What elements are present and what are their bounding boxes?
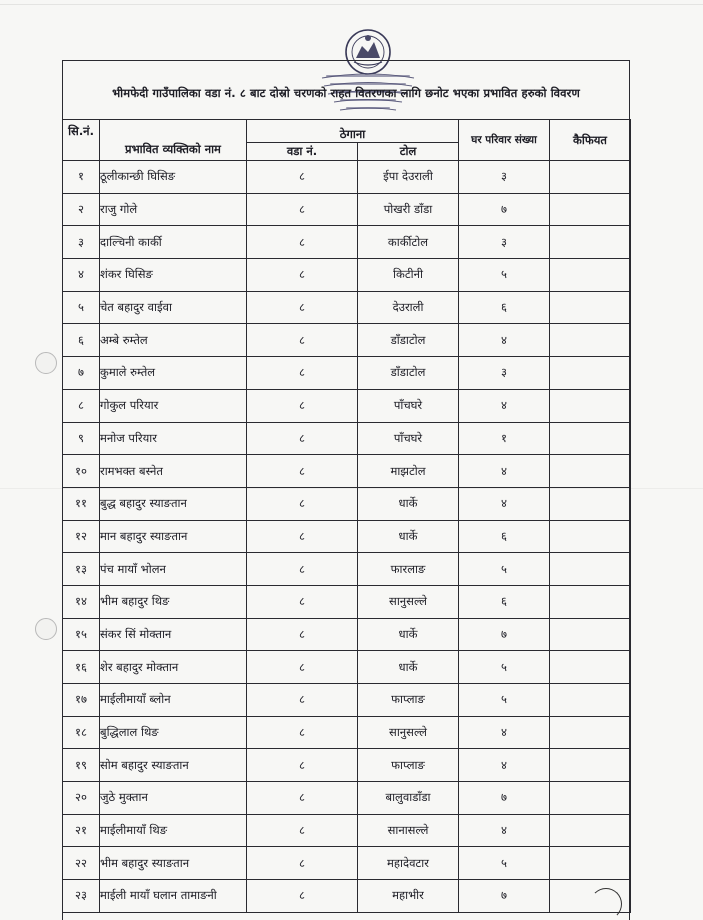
tole-cell: पाँचघरे xyxy=(358,389,459,422)
tole-cell: देउराली xyxy=(358,291,459,324)
document-title: भीमफेदी गाउँपालिका वडा नं. ८ बाट दोस्रो चरणको राहत वितरणका लागि छनोट भएका प्रभावित हरुको विवरण xyxy=(112,86,580,100)
households-cell: ६ xyxy=(459,520,550,553)
households-cell: ५ xyxy=(459,847,550,880)
col-ward: वडा नं. xyxy=(247,143,358,161)
table-row xyxy=(63,585,631,618)
table-row xyxy=(63,226,631,259)
households-cell: ४ xyxy=(459,487,550,520)
ward-cell: ८ xyxy=(247,716,358,749)
remarks-cell xyxy=(550,324,631,357)
table-row xyxy=(63,455,631,488)
ward-cell: ८ xyxy=(247,880,358,913)
scan-line xyxy=(0,4,703,5)
col-remarks: कैफियत xyxy=(550,120,631,161)
table-row xyxy=(63,749,631,782)
serial-cell: १९ xyxy=(63,749,100,782)
name-cell: संकर सिं मोक्तान xyxy=(100,618,247,651)
name-cell: दाल्चिनी कार्की xyxy=(100,226,247,259)
ward-cell: ८ xyxy=(247,259,358,292)
remarks-cell xyxy=(550,226,631,259)
remarks-cell xyxy=(550,847,631,880)
serial-cell: ७ xyxy=(63,357,100,390)
households-cell: १ xyxy=(459,422,550,455)
tole-cell: डाँडाटोल xyxy=(358,324,459,357)
table-row xyxy=(63,651,631,684)
name-cell: गोकुल परियार xyxy=(100,389,247,422)
serial-cell: १५ xyxy=(63,618,100,651)
name-cell: रामभक्त बस्नेत xyxy=(100,455,247,488)
table-row xyxy=(63,618,631,651)
name-cell: भीम बहादुर स्याङतान xyxy=(100,847,247,880)
table-row xyxy=(63,520,631,553)
col-serial: सि.नं. xyxy=(63,120,100,161)
tole-cell: पाँचघरे xyxy=(358,422,459,455)
punch-hole xyxy=(35,618,57,640)
ward-cell: ८ xyxy=(247,684,358,717)
ward-cell: ८ xyxy=(247,749,358,782)
name-cell: मनोज परियार xyxy=(100,422,247,455)
remarks-cell xyxy=(550,193,631,226)
remarks-cell xyxy=(550,749,631,782)
name-cell: सोम बहादुर स्याङतान xyxy=(100,749,247,782)
pen-mark xyxy=(590,888,622,920)
name-cell: अम्बे रुम्तेल xyxy=(100,324,247,357)
remarks-cell xyxy=(550,814,631,847)
table-row xyxy=(63,487,631,520)
households-cell: ३ xyxy=(459,357,550,390)
tole-cell: कार्कीटोल xyxy=(358,226,459,259)
households-cell: ३ xyxy=(459,161,550,194)
households-cell: ७ xyxy=(459,880,550,913)
serial-cell: ५ xyxy=(63,291,100,324)
table-row xyxy=(63,357,631,390)
remarks-cell xyxy=(550,487,631,520)
tole-cell: धार्के xyxy=(358,487,459,520)
ward-cell: ८ xyxy=(247,585,358,618)
serial-cell: १० xyxy=(63,455,100,488)
households-cell: ५ xyxy=(459,684,550,717)
tole-cell: फारलाङ xyxy=(358,553,459,586)
households-cell: ५ xyxy=(459,553,550,586)
tole-cell: सानुसल्ले xyxy=(358,716,459,749)
households-cell: ७ xyxy=(459,782,550,815)
serial-cell: २१ xyxy=(63,814,100,847)
name-cell: कुमाले रुम्तेल xyxy=(100,357,247,390)
remarks-cell xyxy=(550,585,631,618)
table-row xyxy=(63,422,631,455)
tole-cell: पोखरी डाँडा xyxy=(358,193,459,226)
serial-cell: ६ xyxy=(63,324,100,357)
tole-cell: धार्के xyxy=(358,520,459,553)
serial-cell: १४ xyxy=(63,585,100,618)
name-cell: ठूलीकान्छी घिसिङ xyxy=(100,161,247,194)
affected-households-table xyxy=(62,119,631,913)
households-cell: ६ xyxy=(459,585,550,618)
remarks-cell xyxy=(550,259,631,292)
ward-cell: ८ xyxy=(247,161,358,194)
tole-cell: बालुवाडाँडा xyxy=(358,782,459,815)
name-cell: बुद्धिलाल थिङ xyxy=(100,716,247,749)
name-cell: माईली मायाँ घलान तामाङनी xyxy=(100,880,247,913)
table-row xyxy=(63,259,631,292)
tole-cell: महाभीर xyxy=(358,880,459,913)
table-row xyxy=(63,880,631,913)
serial-cell: ४ xyxy=(63,259,100,292)
households-cell: ४ xyxy=(459,814,550,847)
name-cell: पंच मायाँ भोलन xyxy=(100,553,247,586)
serial-cell: २ xyxy=(63,193,100,226)
table-row xyxy=(63,814,631,847)
name-cell: शंकर घिसिङ xyxy=(100,259,247,292)
tole-cell: सानुसल्ले xyxy=(358,585,459,618)
name-cell: राजु गोले xyxy=(100,193,247,226)
serial-cell: ३ xyxy=(63,226,100,259)
remarks-cell xyxy=(550,161,631,194)
tole-cell: ईपा देउराली xyxy=(358,161,459,194)
tole-cell: सानासल्ले xyxy=(358,814,459,847)
tole-cell: डाँडाटोल xyxy=(358,357,459,390)
table-row xyxy=(63,684,631,717)
ward-cell: ८ xyxy=(247,389,358,422)
serial-cell: ११ xyxy=(63,487,100,520)
households-cell: ६ xyxy=(459,291,550,324)
ward-cell: ८ xyxy=(247,782,358,815)
ward-cell: ८ xyxy=(247,651,358,684)
households-cell: ४ xyxy=(459,455,550,488)
name-cell: चेत बहादुर वाईवा xyxy=(100,291,247,324)
col-address: ठेगाना xyxy=(247,120,459,143)
ward-cell: ८ xyxy=(247,553,358,586)
ward-cell: ८ xyxy=(247,226,358,259)
ward-cell: ८ xyxy=(247,520,358,553)
households-cell: ४ xyxy=(459,389,550,422)
ward-cell: ८ xyxy=(247,455,358,488)
ward-cell: ८ xyxy=(247,291,358,324)
remarks-cell xyxy=(550,553,631,586)
households-cell: ३ xyxy=(459,226,550,259)
ward-cell: ८ xyxy=(247,814,358,847)
tole-cell: फाप्लाङ xyxy=(358,684,459,717)
serial-cell: १८ xyxy=(63,716,100,749)
remarks-cell xyxy=(550,357,631,390)
col-households: घर परिवार संख्या xyxy=(459,120,550,161)
tole-cell: माझटोल xyxy=(358,455,459,488)
households-cell: ७ xyxy=(459,618,550,651)
serial-cell: १ xyxy=(63,161,100,194)
remarks-cell xyxy=(550,422,631,455)
col-tole: टोल xyxy=(358,143,459,161)
ward-cell: ८ xyxy=(247,618,358,651)
table-row xyxy=(63,782,631,815)
name-cell: बुद्ध बहादुर स्याङतान xyxy=(100,487,247,520)
name-cell: मान बहादुर स्याङतान xyxy=(100,520,247,553)
serial-cell: १६ xyxy=(63,651,100,684)
remarks-cell xyxy=(550,291,631,324)
ward-cell: ८ xyxy=(247,193,358,226)
table-row xyxy=(63,389,631,422)
households-cell: ४ xyxy=(459,716,550,749)
table-row xyxy=(63,716,631,749)
tole-cell: फाप्लाङ xyxy=(358,749,459,782)
remarks-cell xyxy=(550,782,631,815)
name-cell: भीम बहादुर थिङ xyxy=(100,585,247,618)
serial-cell: २२ xyxy=(63,847,100,880)
name-cell: जुठे मुक्तान xyxy=(100,782,247,815)
ward-cell: ८ xyxy=(247,487,358,520)
tole-cell: किटीनी xyxy=(358,259,459,292)
households-cell: ४ xyxy=(459,749,550,782)
remarks-cell xyxy=(550,684,631,717)
serial-cell: १२ xyxy=(63,520,100,553)
punch-hole xyxy=(35,352,57,374)
table-row xyxy=(63,193,631,226)
households-cell: ७ xyxy=(459,193,550,226)
tole-cell: महादेवटार xyxy=(358,847,459,880)
serial-cell: ८ xyxy=(63,389,100,422)
households-cell: ५ xyxy=(459,259,550,292)
ward-cell: ८ xyxy=(247,357,358,390)
table-row xyxy=(63,553,631,586)
remarks-cell xyxy=(550,716,631,749)
remarks-cell xyxy=(550,618,631,651)
serial-cell: २० xyxy=(63,782,100,815)
name-cell: माईलीमायाँ थिङ xyxy=(100,814,247,847)
serial-cell: २३ xyxy=(63,880,100,913)
remarks-cell xyxy=(550,455,631,488)
tole-cell: धार्के xyxy=(358,618,459,651)
remarks-cell xyxy=(550,651,631,684)
table-row xyxy=(63,847,631,880)
ward-cell: ८ xyxy=(247,324,358,357)
name-cell: माईलीमायाँ ब्लोन xyxy=(100,684,247,717)
households-cell: ५ xyxy=(459,651,550,684)
tole-cell: धार्के xyxy=(358,651,459,684)
households-cell: ४ xyxy=(459,324,550,357)
table-row xyxy=(63,291,631,324)
ward-cell: ८ xyxy=(247,422,358,455)
table-row xyxy=(63,161,631,194)
name-cell: शेर बहादुर मोक्तान xyxy=(100,651,247,684)
serial-cell: १७ xyxy=(63,684,100,717)
ward-cell: ८ xyxy=(247,847,358,880)
remarks-cell xyxy=(550,389,631,422)
col-name: प्रभावित व्यक्तिको नाम xyxy=(100,120,247,161)
serial-cell: ९ xyxy=(63,422,100,455)
table-row xyxy=(63,324,631,357)
serial-cell: १३ xyxy=(63,553,100,586)
remarks-cell xyxy=(550,520,631,553)
